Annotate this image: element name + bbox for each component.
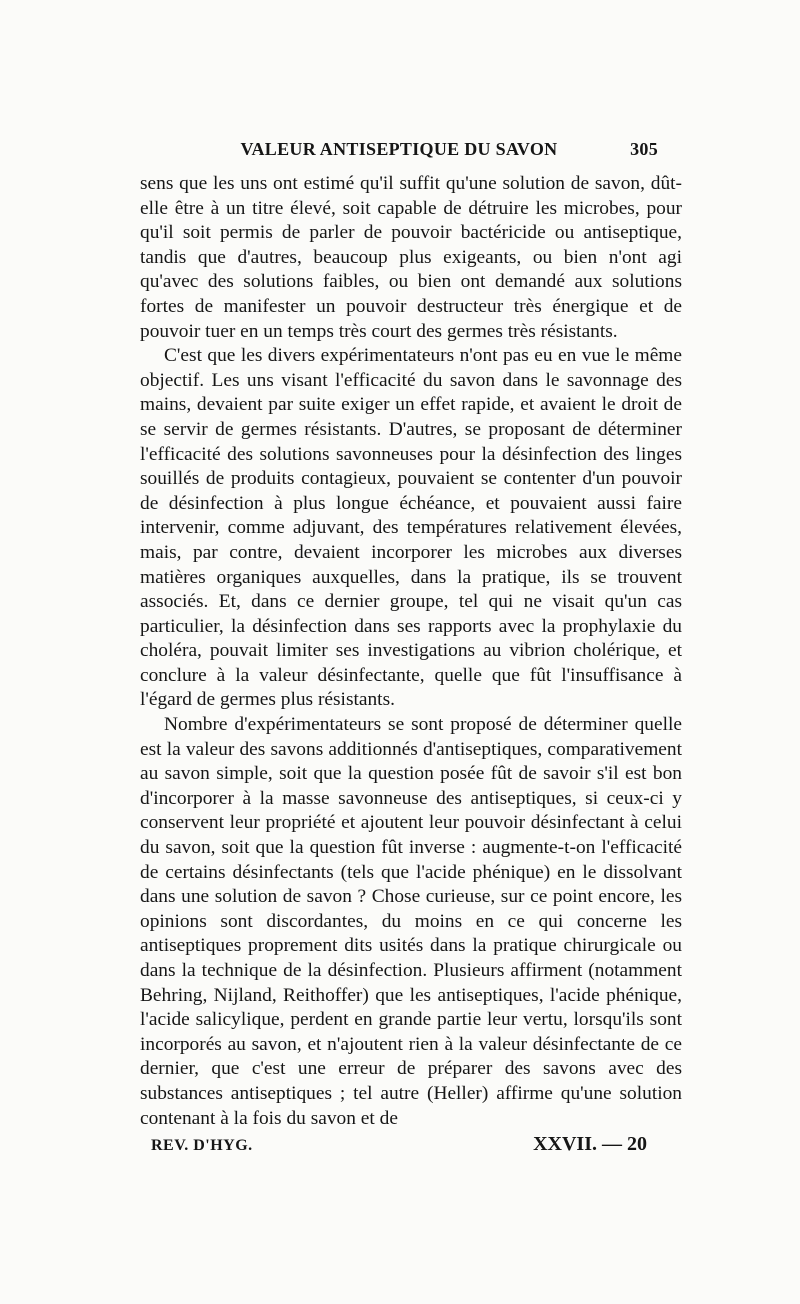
page-footer: [151, 1133, 647, 1163]
page-number: 305: [630, 139, 658, 159]
paragraph-2: C'est que les divers expérimentateurs n'ont pas eu en vue le même objectif. Les uns visant l'efficacité du savon dans le savonnage des mains, devaient par suite exiger un effet rapide, et avaient le droit de se servir de germes résistants. D'autres, se proposant de déterminer l'efficacité des solutions savonneuses pour la désinfection des linges souillés de produits contagieux, pouvaient se contenter d'un pouvoir de désinfection à plus longue échéance, et pouvaient aussi faire intervenir, comme adjuvant, des températures relativement élevées, mais, par contre, devaient incorporer les microbes aux diverses matières organiques auxquelles, dans la pratique, ils se trouvent associés. Et, dans ce dernier groupe, tel qui ne visait qu'un cas particulier, la désinfection dans ses rapports avec la prophylaxie du choléra, pouvait limiter ses investigations au vibrion cholérique, et conclure à la valeur désinfectante, quelle que fût l'insuffisance à l'égard de germes plus résistants.: [140, 345, 682, 711]
running-header: [140, 139, 658, 169]
running-title: VALEUR ANTISEPTIQUE DU SAVON: [240, 139, 558, 159]
signature-mark: XXVII. — 20: [533, 1133, 647, 1155]
body-text: [140, 172, 682, 1131]
paragraph-3: Nombre d'expérimentateurs se sont proposé de déterminer quelle est la valeur des savons additionnés d'antiseptiques, comparativement au savon simple, soit que la question posée fût de savoir s'il est bon d'incorporer à la masse savonneuse des antiseptiques, si ceux-ci y conservent leur propriété et ajoutent leur pouvoir désinfectant à celui du savon, soit que la question fût inverse : augmente-t-on l'efficacité de certains désinfectants (tels que l'acide phénique) en le dissolvant dans une solution de savon ? Chose curieuse, sur ce point encore, les opinions sont discordantes, du moins en ce qui concerne les antiseptiques proprement dits usités dans la pratique chirurgicale ou dans la technique de la désinfection. Plusieurs affirment (notamment Behring, Nijland, Reithoffer) que les antiseptiques, l'acide phénique, l'acide salicylique, perdent en grande partie leur vertu, lorsqu'ils sont incorporés au savon, et n'ajoutent rien à la valeur désinfectante de ce dernier, que c'est une erreur de préparer des savons avec des substances antiseptiques ; tel autre (Heller) affirme qu'une solution contenant à la fois du savon et de: [140, 714, 682, 1129]
paragraph-1: sens que les uns ont estimé qu'il suffit qu'une solution de savon, dût-elle être à un titre élevé, soit capable de détruire les microbes, pour qu'il soit permis de parler de pouvoir bactéricide ou antiseptique, tandis que d'autres, beaucoup plus exigeants, ou bien n'ont agi qu'avec des solutions faibles, ou bien ont demandé aux solutions fortes de manifester un pouvoir destructeur très énergique et de pouvoir tuer en un temps très court des germes très résistants.: [140, 173, 682, 342]
journal-abbreviation: REV. D'HYG.: [151, 1137, 253, 1154]
